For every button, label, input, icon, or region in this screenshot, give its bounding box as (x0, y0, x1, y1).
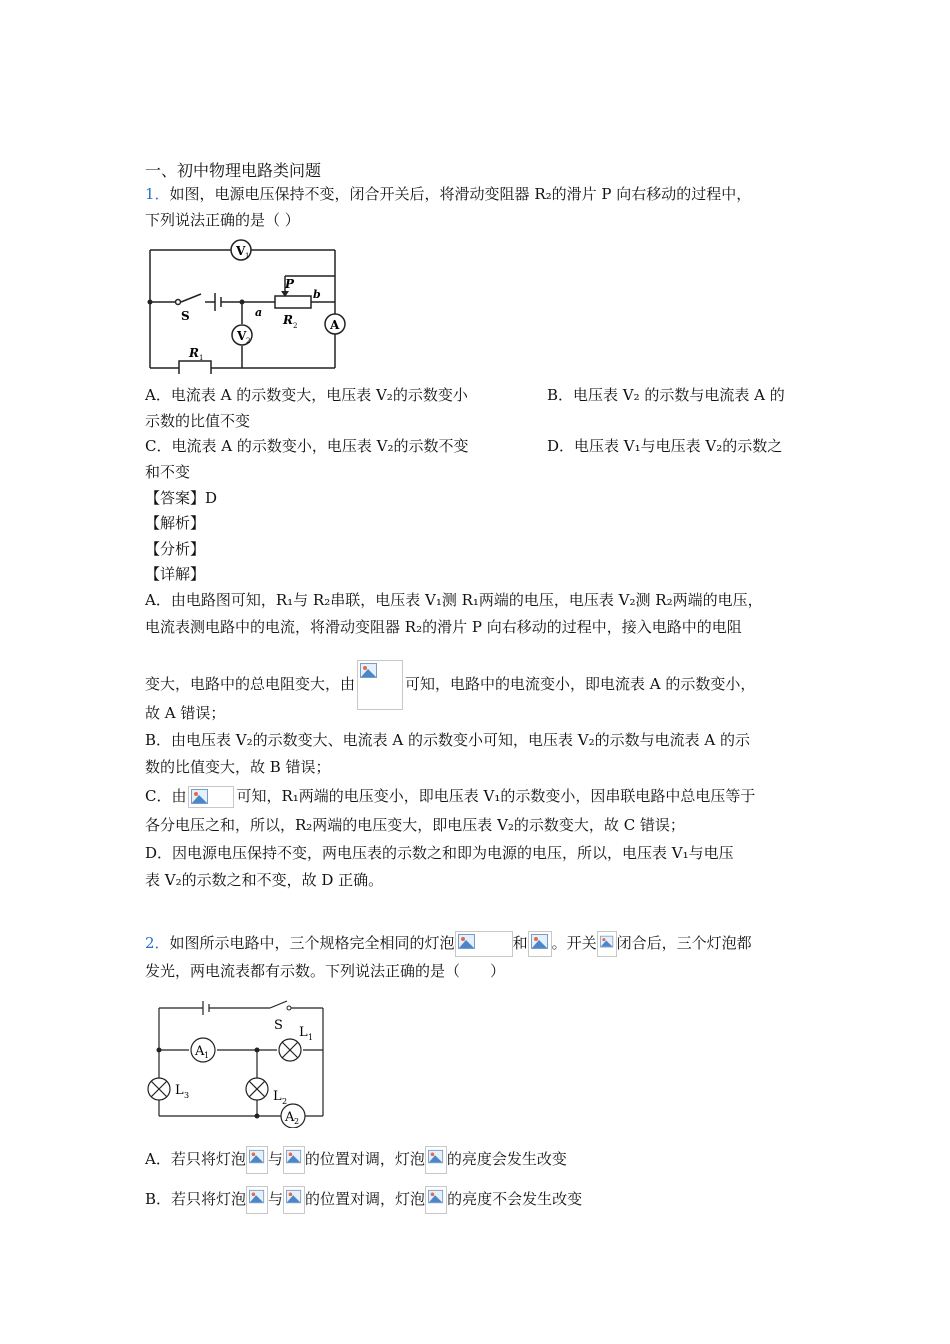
formula-image-placeholder (425, 1146, 447, 1174)
q1-option-b-line2: 示数的比值不变 (145, 412, 251, 430)
svg-text:1: 1 (204, 1051, 210, 1060)
svg-text:2: 2 (282, 1097, 288, 1106)
q1-answer: 【答案】D (145, 489, 218, 507)
q1-stem-line1: 1．如图，电源电压保持不变，闭合开关后，将滑动变阻器 R₂的滑片 P 向右移动的过程中， (145, 185, 752, 203)
q1-b-label: b (313, 288, 321, 301)
q1-xiangjie-heading: 【详解】 (145, 565, 206, 583)
q1-switch-label: S (181, 309, 190, 323)
formula-image-placeholder (357, 660, 403, 710)
q1-jiexi-heading: 【解析】 (145, 514, 206, 532)
svg-text:1: 1 (245, 252, 250, 260)
q1-detail-b1: B．由电压表 V₂的示数变大、电流表 A 的示数变小可知，电压表 V₂的示数与电流表 A 的示 (145, 731, 750, 749)
formula-image-placeholder (597, 931, 617, 957)
formula-image-placeholder (246, 1146, 268, 1174)
formula-image-placeholder (455, 931, 513, 957)
q1-fenxi-heading: 【分析】 (145, 540, 206, 558)
q1-v1-label: V (236, 244, 246, 258)
q2-option-b: B．若只将灯泡 与 的位置对调，灯泡 的亮度不会发生改变 (145, 1186, 582, 1214)
q1-detail-a4: 故 A 错误； (145, 704, 226, 722)
svg-text:2: 2 (294, 1117, 300, 1126)
q1-ammeter-label: A (330, 318, 340, 332)
q2-l3-label: L (175, 1083, 184, 1098)
q2-a1-label: A (195, 1044, 205, 1059)
svg-text:2: 2 (246, 337, 251, 345)
q1-r2-label: R (283, 313, 293, 327)
q2-l1-label: L (299, 1025, 308, 1040)
q1-circuit-diagram (145, 236, 355, 374)
q1-number: 1． (145, 185, 170, 203)
q1-option-d-line2: 和不变 (145, 463, 191, 481)
q1-detail-a1: A．由电路图可知，R₁与 R₂串联，电压表 V₁测 R₁两端的电压，电压表 V₂测 R₂两端的电压， (145, 591, 763, 609)
q2-circuit-diagram (145, 996, 335, 1128)
q1-detail-b2: 数的比值变大，故 B 错误； (145, 758, 331, 776)
formula-image-placeholder (246, 1186, 268, 1214)
q2-a2-label: A (285, 1110, 295, 1125)
q2-option-a: A．若只将灯泡 与 的位置对调，灯泡 的亮度会发生改变 (145, 1146, 567, 1174)
q1-option-d-line1: D．电压表 V₁与电压表 V₂的示数之 (547, 437, 783, 455)
formula-image-placeholder (283, 1146, 305, 1174)
q1-p-label: P (285, 277, 295, 291)
q1-r1-label: R (189, 346, 199, 360)
q1-detail-c2: 各分电压之和，所以，R₂两端的电压变大，即电压表 V₂的示数变大，故 C 错误； (145, 816, 685, 834)
q1-a-label: a (255, 306, 263, 319)
svg-text:3: 3 (184, 1091, 190, 1100)
q1-detail-d1: D．因电源电压保持不变，两电压表的示数之和即为电源的电压，所以，电压表 V₁与电压 (145, 844, 734, 862)
formula-image-placeholder (425, 1186, 447, 1214)
q2-switch-label: S (274, 1018, 283, 1033)
formula-image-placeholder (283, 1186, 305, 1214)
q1-option-a: A．电流表 A 的示数变大，电压表 V₂的示数变小 (145, 386, 468, 404)
q1-option-c: C．电流表 A 的示数变小，电压表 V₂的示数不变 (145, 437, 469, 455)
q2-stem-line1: 2．如图所示电路中，三个规格完全相同的灯泡 和 。开关 闭合后，三个灯泡都 (145, 931, 752, 957)
q1-detail-a2: 电流表测电路中的电流，将滑动变阻器 R₂的滑片 P 向右移动的过程中，接入电路中的电阻 (145, 618, 742, 636)
q1-detail-a3: 变大，电路中的总电阻变大，由 可知，电路中的电流变小，即电流表 A 的示数变小， (145, 660, 755, 710)
q1-v2-label: V (237, 329, 247, 343)
svg-text:2: 2 (293, 322, 298, 330)
section-title: 一、初中物理电路类问题 (145, 161, 322, 180)
formula-image-placeholder (528, 931, 552, 957)
svg-text:1: 1 (308, 1033, 314, 1042)
q1-detail-d2: 表 V₂的示数之和不变，故 D 正确。 (145, 871, 384, 889)
q1-option-b-line1: B．电压表 V₂ 的示数与电流表 A 的 (547, 386, 785, 404)
svg-text:1: 1 (199, 354, 204, 362)
q1-detail-c1: C．由 可知，R₁两端的电压变小，即电压表 V₁的示数变小，因串联电路中总电压等于 (145, 786, 755, 808)
q1-stem-line2: 下列说法正确的是（ ） (145, 211, 300, 229)
formula-image-placeholder (188, 786, 234, 808)
q2-number: 2． (145, 934, 170, 952)
q2-stem-line2: 发光，两电流表都有示数。下列说法正确的是（ ） (145, 962, 506, 980)
q2-l2-label: L (273, 1089, 282, 1104)
